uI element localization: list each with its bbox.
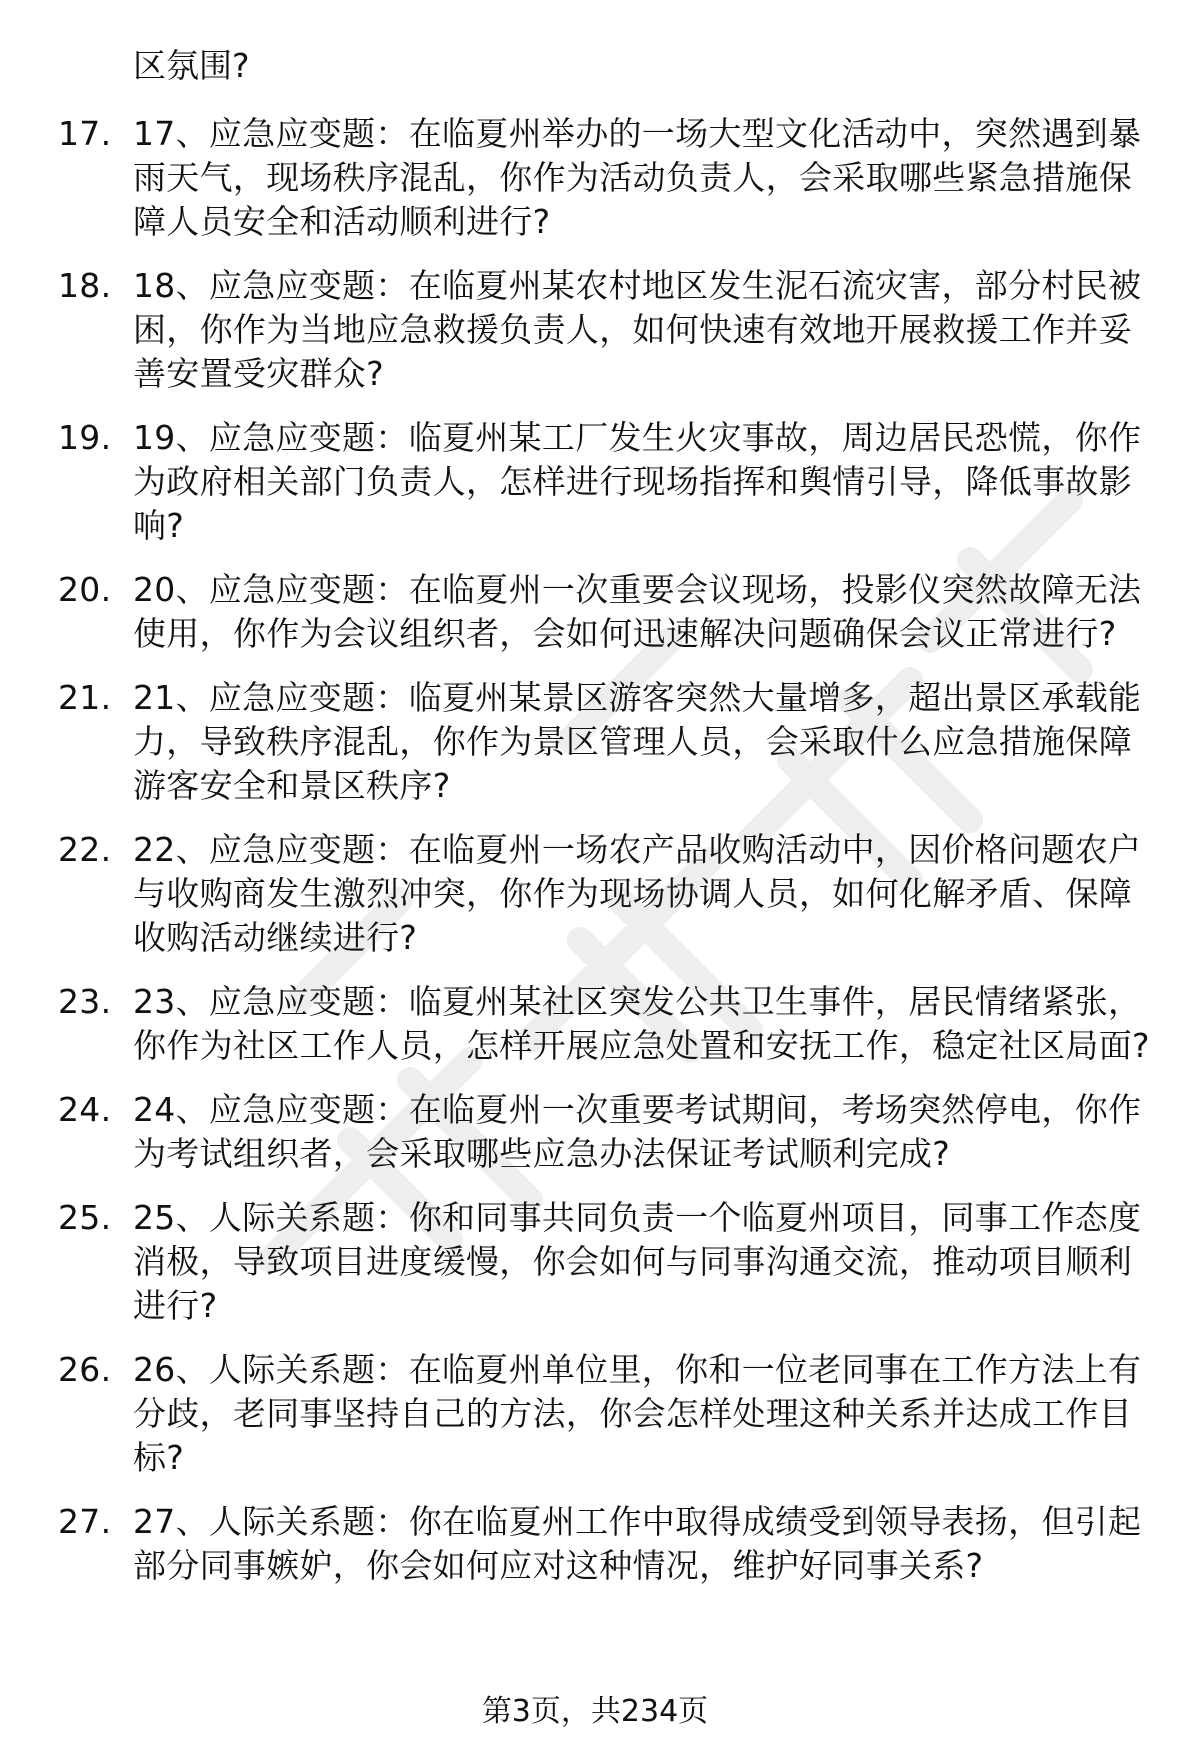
list-item <box>0 1348 1190 1480</box>
item-text: 24、应急应变题：在临夏州一次重要考试期间，考场突然停电，你作为考试组织者，会采取哪些应急办法保证考试顺利完成? <box>133 1090 1142 1173</box>
item-text: 27、人际关系题：你在临夏州工作中取得成绩受到领导表扬，但引起部分同事嫉妒，你会如何应对这种情况，维护好同事关系? <box>133 1502 1142 1585</box>
item-number: 22. <box>58 830 112 869</box>
item-text: 25、人际关系题：你和同事共同负责一个临夏州项目，同事工作态度消极，导致项目进度缓慢，你会如何与同事沟通交流，推动项目顺利进行? <box>133 1198 1142 1325</box>
item-text: 17、应急应变题：在临夏州举办的一场大型文化活动中，突然遇到暴雨天气，现场秩序混乱，你作为活动负责人，会采取哪些紧急措施保障人员安全和活动顺利进行? <box>133 114 1142 241</box>
list-item <box>0 828 1190 960</box>
item-text: 19、应急应变题：临夏州某工厂发生火灾事故，周边居民恐慌，你作为政府相关部门负责人，怎样进行现场指挥和舆情引导，降低事故影响? <box>133 418 1142 545</box>
item-number: 26. <box>58 1350 112 1389</box>
list-item <box>0 1196 1190 1328</box>
list-item <box>0 416 1190 548</box>
item-number: 20. <box>58 570 112 609</box>
list-item <box>0 980 1190 1068</box>
page-footer: 第3页，共234页 <box>481 1694 709 1729</box>
item-text: 23、应急应变题：临夏州某社区突发公共卫生事件，居民情绪紧张，你作为社区工作人员，怎样开展应急处置和安抚工作，稳定社区局面? <box>133 982 1150 1065</box>
item-number: 24. <box>58 1090 112 1129</box>
item-number: 25. <box>58 1198 112 1237</box>
list-item <box>0 1500 1190 1588</box>
item-text: 26、人际关系题：在临夏州单位里，你和一位老同事在工作方法上有分歧，老同事坚持自己的方法，你会怎样处理这种关系并达成工作目标? <box>133 1350 1142 1477</box>
item-text: 18、应急应变题：在临夏州某农村地区发生泥石流灾害，部分村民被困，你作为当地应急救援负责人，如何快速有效地开展救援工作并妥善安置受灾群众? <box>133 266 1142 393</box>
list-item <box>0 112 1190 244</box>
question-list <box>0 112 1190 1608</box>
list-item <box>0 264 1190 396</box>
item-text: 21、应急应变题：临夏州某景区游客突然大量增多，超出景区承载能力，导致秩序混乱，你作为景区管理人员，会采取什么应急措施保障游客安全和景区秩序? <box>133 678 1142 805</box>
list-item <box>0 676 1190 808</box>
item-number: 17. <box>58 114 112 153</box>
item-number: 23. <box>58 982 112 1021</box>
item-text: 20、应急应变题：在临夏州一次重要会议现场，投影仪突然故障无法使用，你作为会议组织者，会如何迅速解决问题确保会议正常进行? <box>133 570 1142 653</box>
list-item <box>0 568 1190 656</box>
continued-text-fragment: 区氛围? <box>133 46 250 85</box>
item-number: 19. <box>58 418 112 457</box>
list-item <box>0 1088 1190 1176</box>
item-text: 22、应急应变题：在临夏州一场农产品收购活动中，因价格问题农户与收购商发生激烈冲突，你作为现场协调人员，如何化解矛盾、保障收购活动继续进行? <box>133 830 1142 957</box>
item-number: 18. <box>58 266 112 305</box>
item-number: 21. <box>58 678 112 717</box>
item-number: 27. <box>58 1502 112 1541</box>
